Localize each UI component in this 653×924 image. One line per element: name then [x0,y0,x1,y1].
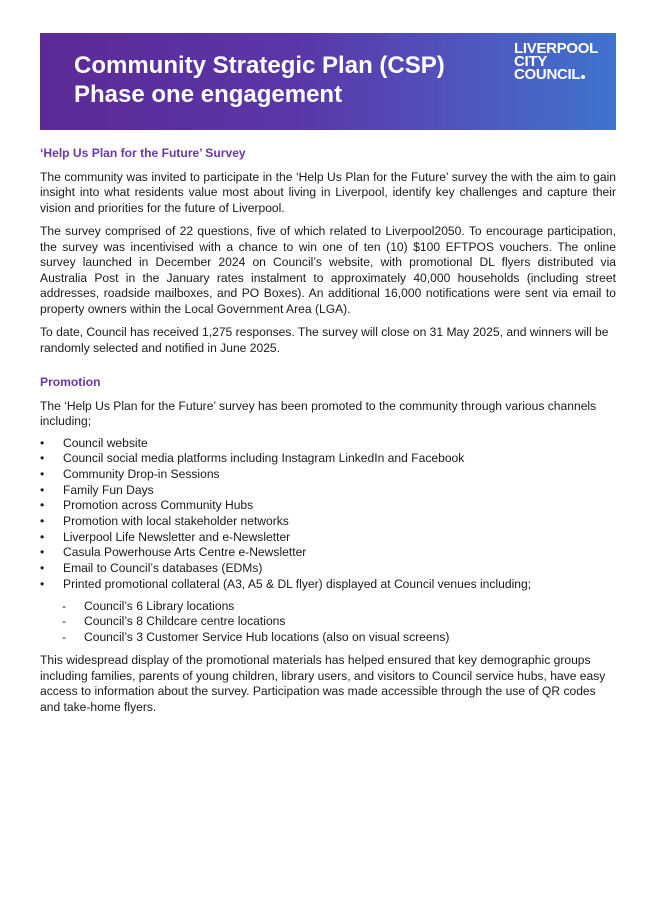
page-title [74,51,445,109]
list-item: • Promotion across Community Hubs [40,498,616,514]
header-banner [40,33,616,130]
page-title-line2: Phase one engagement [74,81,343,108]
list-item: • Community Drop-in Sessions [40,467,616,483]
survey-section [40,146,616,356]
logo-line1: LIVERPOOL [514,40,598,57]
sub-list-item: - Council’s 3 Customer Service Hub locations (also on visual screens) [40,630,616,646]
document-body [40,146,616,723]
promotion-channel-list [40,436,616,593]
list-item: • Liverpool Life Newsletter and e-Newsletter [40,530,616,546]
list-item: • Email to Council’s databases (EDMs) [40,561,616,577]
list-item: • Printed promotional collateral (A3, A5 & DL flyer) displayed at Council venues including; [40,577,616,593]
promotion-intro: The ‘Help Us Plan for the Future’ survey has been promoted to the community through various channels including; [40,398,597,428]
venue-sub-list [40,599,616,646]
sub-list-item: - Council’s 6 Library locations [40,599,616,615]
logo-line2: CITY [514,53,547,70]
survey-paragraph-3: To date, Council has received 1,275 responses. The survey will close on 31 May 2025, and winners will be randomly selected and notified in June 2025. [40,325,609,355]
list-item: • Promotion with local stakeholder networks [40,514,616,530]
promotion-heading: Promotion [40,375,101,389]
sub-list-item: - Council’s 8 Childcare centre locations [40,614,616,630]
promotion-section [40,375,616,715]
list-item: • Family Fun Days [40,483,616,499]
list-item: • Casula Powerhouse Arts Centre e-Newsletter [40,545,616,561]
list-item: • Council social media platforms including Instagram LinkedIn and Facebook [40,451,616,467]
logo-line3-wrap [514,68,598,81]
survey-paragraph-2: The survey comprised of 22 questions, five of which related to Liverpool2050. To encourage participation, the survey was incentivised with a chance to win one of ten (10) $100 EFTPOS vouchers. The online survey launched in December 2024 on Council’s website, with promotional DL flyers distributed via Australia Post in the January rates instalment to approximately 40,000 households (including street addresses, roadside mailboxes, and PO Boxes). An additional 16,000 notifications were sent via email to property owners within the Local Government Area (LGA). [40,224,616,316]
promotion-closing-paragraph: This widespread display of the promotional materials has helped ensured that key demographic groups including families, parents of young children, library users, and visitors to Council service hubs, have easy access to information about the survey. Participation was made accessible through the use of QR codes and take-home flyers. [40,653,606,714]
survey-paragraph-1: The community was invited to participate in the ‘Help Us Plan for the Future’ survey the with the aim to gain insight into what residents value most about living in Liverpool, identify key challenges and capture their vision and priorities for the future of Liverpool. [40,169,616,215]
page-title-line1: Community Strategic Plan (CSP) [74,52,445,79]
logo-dot-icon [581,75,585,79]
list-item: • Council website [40,436,616,452]
survey-heading: ‘Help Us Plan for the Future’ Survey [40,146,246,160]
liverpool-city-council-logo [514,42,598,81]
logo-line3: COUNCIL [514,66,581,83]
